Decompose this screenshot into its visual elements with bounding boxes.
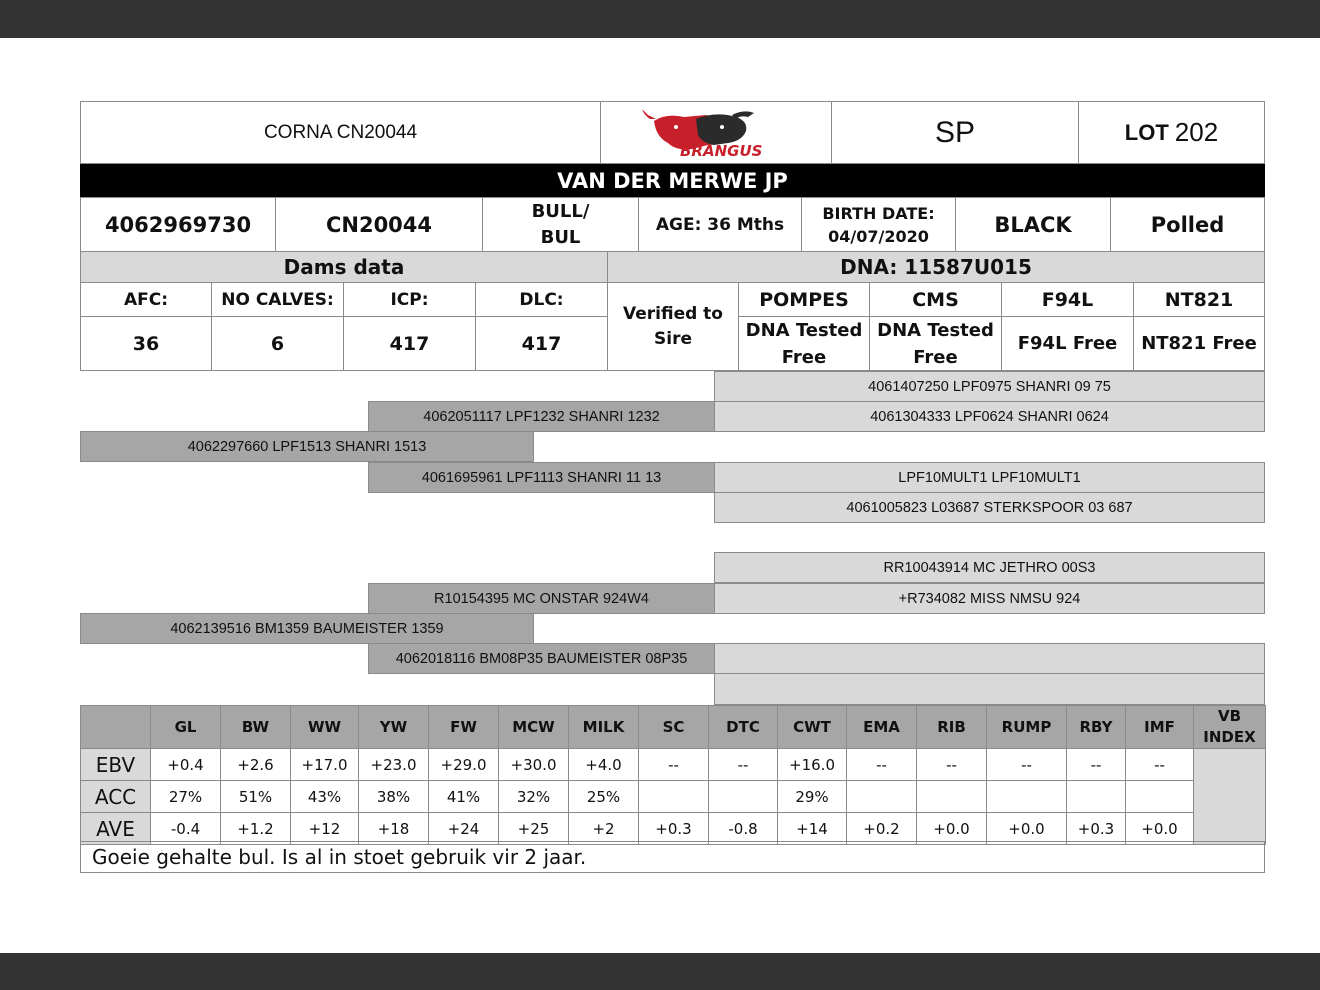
ebv-corner bbox=[80, 705, 151, 749]
cms-result: DNA Tested Free bbox=[869, 316, 1002, 371]
lot-number: 202 bbox=[1174, 117, 1219, 147]
ebv-row-label: EBV bbox=[80, 748, 151, 781]
birth-date: 04/07/2020 bbox=[828, 226, 929, 246]
dlc-header: DLC: bbox=[475, 282, 608, 317]
ebv-col-header: EMA bbox=[846, 705, 917, 749]
ebv-value: 25% bbox=[568, 780, 639, 813]
dams-data-title: Dams data bbox=[80, 251, 608, 283]
ebv-col-header: GL bbox=[150, 705, 221, 749]
ebv-col-header: RIB bbox=[916, 705, 987, 749]
ebv-value: -0.4 bbox=[150, 812, 221, 845]
pedigree-sire-dam-sire: LPF10MULT1 LPF10MULT1 bbox=[714, 462, 1265, 493]
ebv-value: +24 bbox=[428, 812, 499, 845]
ebv-value: +25 bbox=[498, 812, 569, 845]
ebv-value: +2.6 bbox=[220, 748, 291, 781]
no-calves-value: 6 bbox=[211, 316, 344, 371]
ebv-value: +4.0 bbox=[568, 748, 639, 781]
afc-value: 36 bbox=[80, 316, 212, 371]
ebv-value: +23.0 bbox=[358, 748, 429, 781]
ebv-col-header: BW bbox=[220, 705, 291, 749]
ebv-col-header: SC bbox=[638, 705, 709, 749]
ebv-value: +0.0 bbox=[986, 812, 1067, 845]
ebv-col-header: MCW bbox=[498, 705, 569, 749]
tag-number: CN20044 bbox=[275, 197, 483, 252]
ebv-value: +0.4 bbox=[150, 748, 221, 781]
ebv-value: -- bbox=[708, 748, 778, 781]
ebv-value bbox=[986, 780, 1067, 813]
pedigree-sire-sire-sire: 4061407250 LPF0975 SHANRI 09 75 bbox=[714, 371, 1265, 402]
ebv-value: -- bbox=[1125, 748, 1194, 781]
ebv-value: +18 bbox=[358, 812, 429, 845]
ebv-value: +0.3 bbox=[638, 812, 709, 845]
ebv-value: -- bbox=[1066, 748, 1126, 781]
animal-id: CORNA CN20044 bbox=[80, 101, 601, 164]
vb-index-value bbox=[1193, 748, 1266, 845]
f94l-result: F94L Free bbox=[1001, 316, 1134, 371]
ebv-value: +16.0 bbox=[777, 748, 847, 781]
pedigree-sire-dam-dam: 4061005823 L03687 STERKSPOOR 03 687 bbox=[714, 492, 1265, 523]
ebv-value: 27% bbox=[150, 780, 221, 813]
sex: BULL/ BUL bbox=[482, 197, 639, 252]
ebv-value: -- bbox=[916, 748, 987, 781]
ebv-value: +0.0 bbox=[916, 812, 987, 845]
ebv-row-label: AVE bbox=[80, 812, 151, 845]
ebv-col-header: CWT bbox=[777, 705, 847, 749]
ebv-value bbox=[1125, 780, 1194, 813]
ebv-value bbox=[1066, 780, 1126, 813]
ebv-value: -0.8 bbox=[708, 812, 778, 845]
brangus-logo bbox=[600, 101, 832, 164]
dna-title: DNA: 11587U015 bbox=[607, 251, 1265, 283]
ebv-col-header: MILK bbox=[568, 705, 639, 749]
ebv-value: +2 bbox=[568, 812, 639, 845]
pompes-result: DNA Tested Free bbox=[738, 316, 870, 371]
cms-header: CMS bbox=[869, 282, 1002, 317]
ebv-col-header: IMF bbox=[1125, 705, 1194, 749]
pedigree-dam-sire: R10154395 MC ONSTAR 924W4 bbox=[368, 583, 715, 614]
ebv-row-label: ACC bbox=[80, 780, 151, 813]
age: AGE: 36 Mths bbox=[638, 197, 802, 252]
ebv-value: +29.0 bbox=[428, 748, 499, 781]
verified-to-sire: Verified to Sire bbox=[607, 282, 739, 371]
ebv-value: +0.0 bbox=[1125, 812, 1194, 845]
breeder-name: VAN DER MERWE JP bbox=[80, 164, 1265, 197]
ebv-value: 43% bbox=[290, 780, 359, 813]
ebv-col-header: YW bbox=[358, 705, 429, 749]
ebv-value bbox=[916, 780, 987, 813]
pedigree-sire-sire: 4062051117 LPF1232 SHANRI 1232 bbox=[368, 401, 715, 432]
birth-date-label: BIRTH DATE: bbox=[822, 203, 935, 223]
pompes-header: POMPES bbox=[738, 282, 870, 317]
ebv-col-header: FW bbox=[428, 705, 499, 749]
ebv-value: -- bbox=[638, 748, 709, 781]
ebv-value: -- bbox=[986, 748, 1067, 781]
pedigree-dam-sire-dam: +R734082 MISS NMSU 924 bbox=[714, 583, 1265, 614]
ebv-value bbox=[846, 780, 917, 813]
ebv-value: +12 bbox=[290, 812, 359, 845]
ebv-col-header: DTC bbox=[708, 705, 778, 749]
ebv-value: +30.0 bbox=[498, 748, 569, 781]
comment: Goeie gehalte bul. Is al in stoet gebruik vir 2 jaar. bbox=[80, 841, 1265, 873]
ebv-value: 38% bbox=[358, 780, 429, 813]
pedigree-dam-dam: 4062018116 BM08P35 BAUMEISTER 08P35 bbox=[368, 643, 715, 674]
pedigree-sire-dam: 4061695961 LPF1113 SHANRI 11 13 bbox=[368, 462, 715, 493]
no-calves-header: NO CALVES: bbox=[211, 282, 344, 317]
ebv-value: 29% bbox=[777, 780, 847, 813]
pedigree-dam-sire-sire: RR10043914 MC JETHRO 00S3 bbox=[714, 552, 1265, 583]
pedigree-dam: 4062139516 BM1359 BAUMEISTER 1359 bbox=[80, 613, 534, 644]
lot-label: LOT bbox=[1124, 119, 1169, 145]
birth-date-cell bbox=[801, 197, 956, 252]
ebv-value bbox=[708, 780, 778, 813]
ebv-value: +17.0 bbox=[290, 748, 359, 781]
nt821-result: NT821 Free bbox=[1133, 316, 1265, 371]
icp-header: ICP: bbox=[343, 282, 476, 317]
ebv-value: 51% bbox=[220, 780, 291, 813]
ebv-col-header: WW bbox=[290, 705, 359, 749]
ebv-value: +0.2 bbox=[846, 812, 917, 845]
ebv-value: +14 bbox=[777, 812, 847, 845]
pedigree-sire-sire-dam: 4061304333 LPF0624 SHANRI 0624 bbox=[714, 401, 1265, 432]
ebv-value: 41% bbox=[428, 780, 499, 813]
afc-header: AFC: bbox=[80, 282, 212, 317]
f94l-header: F94L bbox=[1001, 282, 1134, 317]
ebv-value bbox=[638, 780, 709, 813]
ebv-value: +0.3 bbox=[1066, 812, 1126, 845]
ebv-col-header: RBY bbox=[1066, 705, 1126, 749]
vb-index-header: VB INDEX bbox=[1193, 705, 1266, 749]
icp-value: 417 bbox=[343, 316, 476, 371]
lot-number-cell bbox=[1078, 101, 1265, 164]
pedigree-sire: 4062297660 LPF1513 SHANRI 1513 bbox=[80, 431, 534, 462]
pedigree-dam-dam-dam bbox=[714, 673, 1265, 705]
horn-status: Polled bbox=[1110, 197, 1265, 252]
ebv-col-header: RUMP bbox=[986, 705, 1067, 749]
bottom-frame-bar bbox=[0, 953, 1320, 990]
colour: BLACK bbox=[955, 197, 1111, 252]
nt821-header: NT821 bbox=[1133, 282, 1265, 317]
ebv-value: +1.2 bbox=[220, 812, 291, 845]
dlc-value: 417 bbox=[475, 316, 608, 371]
registration-number: 4062969730 bbox=[80, 197, 276, 252]
top-frame-bar bbox=[0, 0, 1320, 38]
ebv-value: -- bbox=[846, 748, 917, 781]
pedigree-dam-dam-sire bbox=[714, 643, 1265, 674]
ebv-value: 32% bbox=[498, 780, 569, 813]
bull-head-icon bbox=[636, 107, 796, 159]
svg-text:BRANGUS: BRANGUS bbox=[680, 141, 763, 159]
class-code: SP bbox=[831, 101, 1079, 164]
